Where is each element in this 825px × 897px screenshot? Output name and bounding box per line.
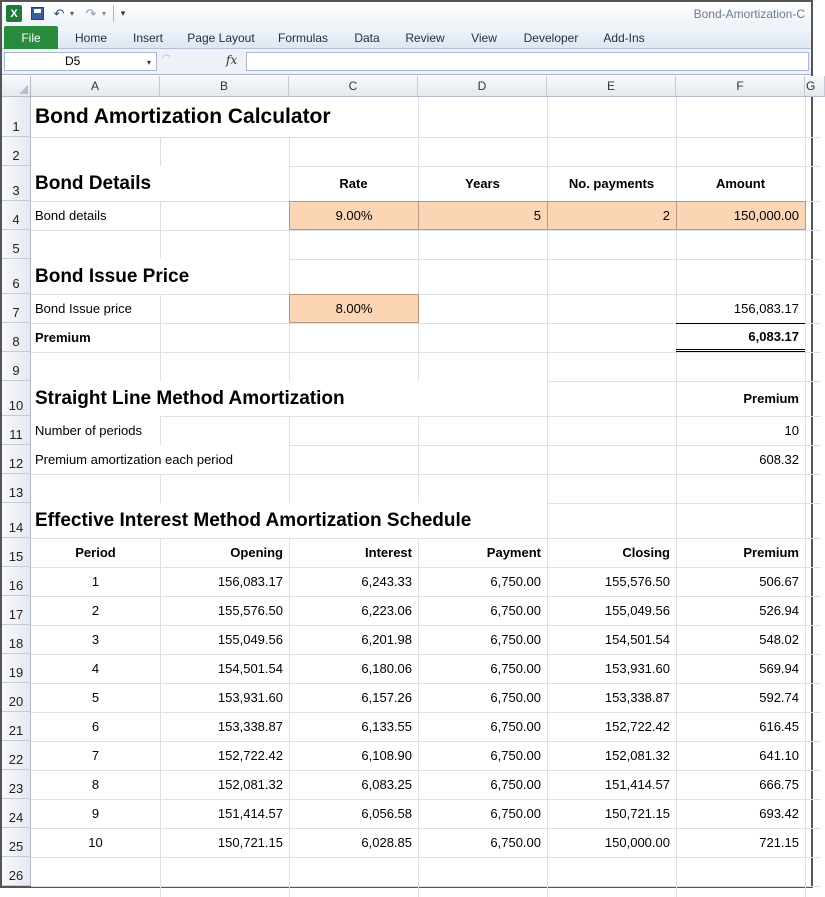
years-header[interactable]: Years [465,176,500,191]
issue-price-heading[interactable]: Bond Issue Price [31,259,289,294]
amount-header[interactable]: Amount [715,176,766,191]
row-header[interactable]: 21 [2,712,31,741]
schedule-cell-opening[interactable]: 155,576.50 [217,603,283,618]
schedule-cell-opening[interactable]: 150,721.15 [217,835,283,850]
premium-label[interactable]: Premium [35,330,91,345]
schedule-cell-closing[interactable]: 155,576.50 [604,574,670,589]
schedule-cell-opening[interactable]: 156,083.17 [217,574,283,589]
schedule-cell-payment[interactable]: 6,750.00 [490,603,541,618]
row-header[interactable]: 4 [2,201,31,230]
schedule-cell-payment[interactable]: 6,750.00 [490,574,541,589]
schedule-cell-premium[interactable]: 592.74 [759,690,799,705]
row-header[interactable]: 2 [2,137,31,166]
schedule-cell-interest[interactable]: 6,133.55 [361,719,412,734]
name-box-dropdown-icon[interactable]: ▾ [147,58,152,67]
premium-value[interactable]: 6,083.17 [676,323,805,352]
rate-input[interactable]: 9.00% [289,201,419,230]
schedule-cell-interest[interactable]: 6,223.06 [361,603,412,618]
schedule-cell-opening[interactable]: 155,049.56 [217,632,283,647]
column-header-c[interactable]: C [289,76,418,97]
gridline [31,352,821,353]
redo-dropdown-icon[interactable]: ▾ [101,9,106,18]
schedule-cell-closing[interactable]: 155,049.56 [604,603,670,618]
tab-file[interactable]: File [4,26,58,49]
gridline [31,886,821,887]
column-header-b[interactable]: B [160,76,289,97]
schedule-cell-period[interactable]: 3 [91,632,100,647]
schedule-header-opening[interactable]: Opening [230,545,283,560]
schedule-cell-premium[interactable]: 569.94 [759,661,799,676]
schedule-cell-payment[interactable]: 6,750.00 [490,777,541,792]
tab-add-ins[interactable]: Add-Ins [603,30,645,45]
tab-data[interactable]: Data [354,30,380,45]
row-header[interactable]: 3 [2,166,31,201]
rate-header[interactable]: Rate [339,176,368,191]
schedule-cell-premium[interactable]: 693.42 [759,806,799,821]
row-header[interactable]: 18 [2,625,31,654]
schedule-cell-opening[interactable]: 152,081.32 [217,777,283,792]
tab-formulas[interactable]: Formulas [277,30,328,45]
row-header[interactable]: 19 [2,654,31,683]
row-header[interactable]: 6 [2,259,31,294]
schedule-cell-payment[interactable]: 6,750.00 [490,661,541,676]
tab-developer[interactable]: Developer [523,30,579,45]
tab-page-layout[interactable]: Page Layout [187,30,255,45]
sheet-title[interactable]: Bond Amortization Calculator [31,97,417,137]
schedule-cell-premium[interactable]: 526.94 [759,603,799,618]
schedule-cell-opening[interactable]: 151,414.57 [217,806,283,821]
schedule-cell-closing[interactable]: 151,414.57 [604,777,670,792]
gridline [31,474,821,475]
formula-bar [2,49,811,75]
row-header[interactable]: 9 [2,352,31,381]
save-icon[interactable] [30,5,45,22]
schedule-cell-payment[interactable]: 6,750.00 [490,632,541,647]
schedule-cell-premium[interactable]: 666.75 [759,777,799,792]
schedule-cell-payment[interactable]: 6,750.00 [490,835,541,850]
document-title: Bond-Amortization-C [693,7,805,21]
row-header[interactable]: 24 [2,799,31,828]
schedule-cell-premium[interactable]: 616.45 [759,719,799,734]
column-header-f[interactable]: F [676,76,805,97]
formula-input[interactable] [246,52,809,71]
schedule-cell-interest[interactable]: 6,108.90 [361,748,412,763]
schedule-header-interest[interactable]: Interest [365,545,412,560]
number-of-periods-label[interactable]: Number of periods [31,416,160,445]
schedule-header-payment[interactable]: Payment [486,545,541,560]
insert-function-icon[interactable]: fx [226,53,238,67]
premium-amortization-value[interactable]: 608.32 [759,452,799,467]
premium-amortization-label[interactable]: Premium amortization each period [31,445,289,474]
schedule-cell-closing[interactable]: 150,000.00 [604,835,670,850]
gridline [31,230,821,231]
tab-insert[interactable]: Insert [132,30,163,45]
schedule-cell-closing[interactable]: 152,722.42 [604,719,670,734]
row-header[interactable]: 25 [2,828,31,857]
payments-input[interactable]: 2 [547,201,677,230]
column-header-a[interactable]: A [31,76,160,97]
schedule-cell-closing[interactable]: 150,721.15 [604,806,670,821]
undo-icon[interactable]: ↶ [53,5,65,21]
schedule-cell-payment[interactable]: 6,750.00 [490,690,541,705]
schedule-cell-premium[interactable]: 641.10 [759,748,799,763]
bond-details-label[interactable]: Bond details [35,208,107,223]
effective-interest-heading[interactable]: Effective Interest Method Amortization Schedule [31,503,547,538]
schedule-cell-period[interactable]: 9 [91,806,100,821]
schedule-cell-interest[interactable]: 6,201.98 [361,632,412,647]
customize-toolbar-icon[interactable]: ▾ [120,8,126,18]
number-of-periods-value[interactable]: 10 [784,423,799,438]
excel-app-icon[interactable]: X [6,5,22,22]
row-header[interactable]: 17 [2,596,31,625]
schedule-cell-period[interactable]: 1 [91,574,100,589]
schedule-cell-closing[interactable]: 153,338.87 [604,690,670,705]
tab-review[interactable]: Review [405,30,445,45]
row-header[interactable]: 23 [2,770,31,799]
row-header[interactable]: 7 [2,294,31,323]
schedule-cell-opening[interactable]: 153,338.87 [217,719,283,734]
schedule-cell-interest[interactable]: 6,028.85 [361,835,412,850]
schedule-cell-period[interactable]: 10 [88,835,103,850]
schedule-cell-opening[interactable]: 153,931.60 [217,690,283,705]
schedule-cell-period[interactable]: 7 [91,748,100,763]
schedule-cell-closing[interactable]: 152,081.32 [604,748,670,763]
schedule-header-premium[interactable]: Premium [743,545,799,560]
schedule-cell-payment[interactable]: 6,750.00 [490,806,541,821]
row-header[interactable]: 1 [2,97,31,137]
row-header[interactable]: 13 [2,474,31,503]
title-bar [2,2,811,26]
gridline [31,137,821,138]
redo-icon[interactable]: ↷ [85,5,97,21]
schedule-cell-interest[interactable]: 6,180.06 [361,661,412,676]
issue-price-label[interactable]: Bond Issue price [35,301,132,316]
schedule-cell-interest[interactable]: 6,056.58 [361,806,412,821]
column-header-d[interactable]: D [418,76,547,97]
schedule-cell-premium[interactable]: 721.15 [759,835,799,850]
column-header-e[interactable]: E [547,76,676,97]
select-all-corner[interactable] [2,76,31,97]
row-header[interactable]: 10 [2,381,31,416]
row-header[interactable]: 26 [2,857,31,886]
years-input[interactable]: 5 [418,201,548,230]
toolbar-separator [113,5,114,22]
schedule-cell-period[interactable]: 4 [91,661,100,676]
payments-header[interactable]: No. payments [568,176,655,191]
straight-line-heading[interactable]: Straight Line Method Amortization [31,381,547,416]
straight-line-premium-header[interactable]: Premium [743,391,799,406]
row-header[interactable]: 5 [2,230,31,259]
name-box[interactable]: D5 [4,52,157,71]
schedule-cell-period[interactable]: 6 [91,719,100,734]
tab-view[interactable]: View [471,30,497,45]
issue-price-value[interactable]: 156,083.17 [733,301,799,316]
bond-details-heading[interactable]: Bond Details [31,166,289,201]
row-header[interactable]: 11 [2,416,31,445]
row-header[interactable]: 12 [2,445,31,474]
schedule-cell-payment[interactable]: 6,750.00 [490,748,541,763]
ribbon-tabs [2,26,811,49]
schedule-cell-interest[interactable]: 6,083.25 [361,777,412,792]
schedule-cell-opening[interactable]: 152,722.42 [217,748,283,763]
row-header[interactable]: 15 [2,538,31,567]
tab-home[interactable]: Home [74,30,107,45]
column-header-g[interactable]: G [805,76,825,97]
schedule-header-closing[interactable]: Closing [622,545,670,560]
schedule-header-period[interactable]: Period [75,545,116,560]
schedule-cell-opening[interactable]: 154,501.54 [217,661,283,676]
row-header[interactable]: 22 [2,741,31,770]
row-header[interactable]: 14 [2,503,31,538]
schedule-cell-interest[interactable]: 6,157.26 [361,690,412,705]
row-header[interactable]: 16 [2,567,31,596]
schedule-cell-premium[interactable]: 548.02 [759,632,799,647]
schedule-cell-closing[interactable]: 153,931.60 [604,661,670,676]
formula-bar-grip-icon[interactable]: ◠ [162,53,171,64]
schedule-cell-closing[interactable]: 154,501.54 [604,632,670,647]
row-header[interactable]: 20 [2,683,31,712]
schedule-cell-payment[interactable]: 6,750.00 [490,719,541,734]
gridline [31,857,821,858]
schedule-cell-period[interactable]: 5 [91,690,100,705]
amount-input[interactable]: 150,000.00 [676,201,806,230]
worksheet-grid[interactable] [2,76,815,890]
schedule-cell-interest[interactable]: 6,243.33 [361,574,412,589]
market-rate-input[interactable]: 8.00% [289,294,419,323]
schedule-cell-period[interactable]: 8 [91,777,100,792]
row-header[interactable]: 8 [2,323,31,352]
undo-dropdown-icon[interactable]: ▾ [69,9,74,18]
schedule-cell-premium[interactable]: 506.67 [759,574,799,589]
schedule-cell-period[interactable]: 2 [91,603,100,618]
